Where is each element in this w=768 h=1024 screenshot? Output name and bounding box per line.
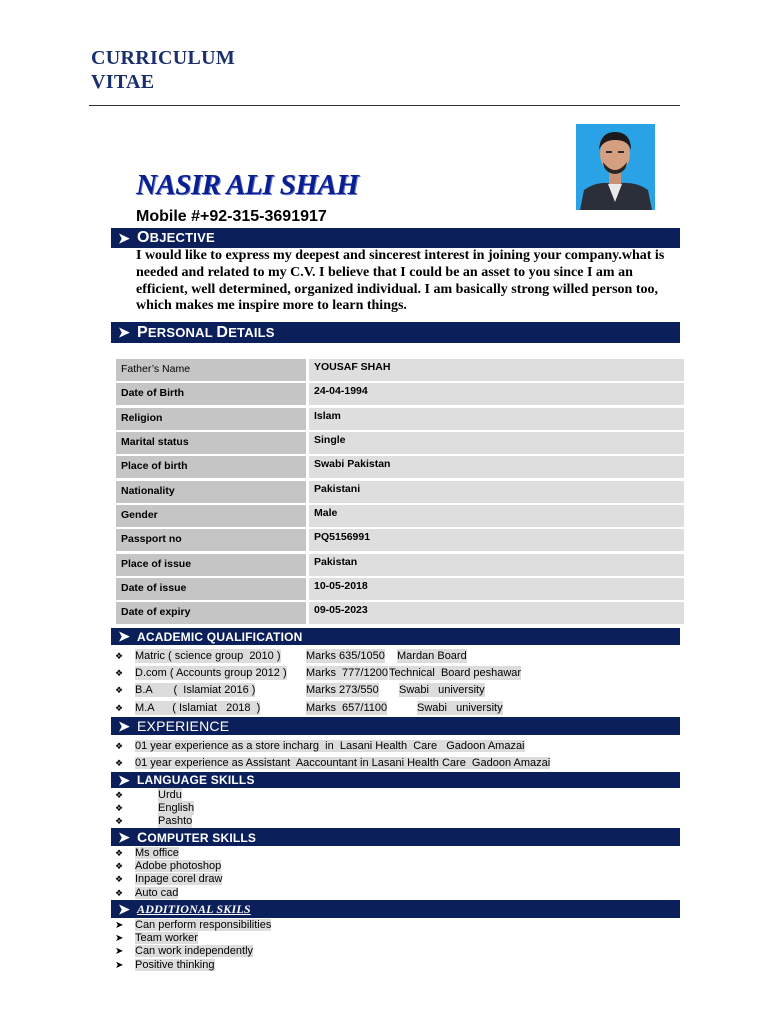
arrow-icon: ➤: [118, 628, 130, 644]
computer-heading-initial: C: [137, 829, 148, 845]
detail-label: Religion: [116, 408, 306, 430]
candidate-name: NASIR ALI SHAH: [136, 169, 359, 201]
diamond-bullet-icon: ❖: [115, 703, 124, 713]
table-row: [116, 481, 684, 503]
detail-value: Swabi Pakistan: [309, 456, 684, 478]
document-title: [91, 46, 235, 94]
table-row: [116, 578, 684, 600]
detail-label: Date of expiry: [116, 602, 306, 624]
diamond-bullet-icon: ❖: [115, 887, 124, 898]
table-row: [116, 456, 684, 478]
diamond-bullet-icon: ❖: [115, 803, 124, 813]
academic-degree: M.A ( Islamiat 2018 ): [135, 702, 261, 714]
experience-heading: EXPERIENCE: [137, 718, 230, 734]
academic-board: Swabi university: [399, 684, 485, 696]
personal-heading-initial: P: [137, 323, 148, 341]
detail-label: Gender: [116, 505, 306, 527]
academic-degree: B.A ( Islamiat 2016 ): [135, 684, 256, 696]
diamond-bullet-icon: ❖: [115, 741, 124, 751]
details-heading-rest: ETAILS: [228, 324, 275, 340]
additional-heading: ADDITIONAL SKILS: [137, 901, 251, 916]
academic-degree: D.com ( Accounts group 2012 ): [135, 667, 287, 679]
objective-heading-initial: O: [137, 229, 150, 246]
experience-header: [111, 717, 680, 735]
list-item: [115, 739, 525, 753]
personal-heading-rest: ERSONAL: [147, 324, 217, 340]
computer-skill: Ms office: [135, 847, 179, 859]
diamond-bullet-icon: ❖: [115, 848, 124, 858]
objective-heading-rest: BJECTIVE: [149, 230, 215, 245]
arrow-icon: ➤: [118, 771, 130, 788]
diamond-bullet-icon: ❖: [115, 685, 124, 695]
diamond-bullet-icon: ❖: [115, 668, 124, 678]
arrow-icon: ➤: [118, 900, 130, 917]
detail-value: PQ5156991: [309, 529, 684, 551]
detail-value: Pakistan: [309, 554, 684, 576]
detail-label: Passport no: [116, 529, 306, 551]
academic-heading: ACADEMIC QUALIFICATION: [137, 629, 303, 644]
academic-marks: Marks 777/1200: [306, 667, 388, 679]
detail-value: YOUSAF SHAH: [309, 359, 684, 381]
list-item: [115, 649, 467, 663]
academic-board: Mardan Board: [397, 650, 467, 662]
academic-marks: Marks 635/1050: [306, 650, 385, 662]
table-row: [116, 432, 684, 454]
language-name: Pashto: [158, 815, 193, 827]
academic-header: [111, 628, 680, 645]
experience-text: 01 year experience as Assistant Aaccountant in Lasani Health Care Gadoon Amazai: [135, 757, 551, 769]
table-row: [116, 602, 684, 624]
arrow-bullet-icon: ➤: [115, 920, 124, 931]
personal-details-header: [111, 322, 680, 343]
arrow-bullet-icon: ➤: [115, 959, 124, 971]
detail-label: Father’s Name: [116, 359, 306, 381]
computer-skill: Auto cad: [135, 886, 179, 899]
diamond-bullet-icon: ❖: [115, 758, 124, 768]
header-divider: [89, 105, 680, 106]
table-row: [116, 529, 684, 551]
detail-value: 24-04-1994: [309, 383, 684, 405]
experience-text: 01 year experience as a store incharg in Lasani Health Care Gadoon Amazai: [135, 740, 525, 752]
additional-header: [111, 900, 680, 918]
arrow-icon: ➤: [118, 717, 130, 734]
arrow-bullet-icon: ➤: [115, 933, 124, 945]
diamond-bullet-icon: ❖: [115, 790, 124, 800]
computer-heading-rest: OMPUTER SKILLS: [147, 831, 257, 845]
diamond-bullet-icon: ❖: [115, 816, 124, 826]
detail-label: Date of issue: [116, 578, 306, 600]
academic-marks: Marks 273/550: [306, 684, 379, 696]
table-row: [116, 554, 684, 576]
table-row: [116, 359, 684, 381]
list-item: [115, 846, 179, 860]
arrow-bullet-icon: ➤: [115, 946, 124, 958]
detail-label: Marital status: [116, 432, 306, 454]
detail-label: Place of issue: [116, 554, 306, 576]
list-item: [115, 801, 195, 815]
additional-skill: Can work independently: [135, 945, 254, 958]
computer-skill: Adobe photoshop: [135, 860, 222, 873]
detail-value: Male: [309, 505, 684, 527]
list-item: [115, 756, 550, 770]
title-line-2: VITAE: [91, 71, 155, 93]
additional-skill: Team worker: [135, 932, 198, 945]
table-row: [116, 383, 684, 405]
detail-label: Date of Birth: [116, 383, 306, 405]
title-line-1: CURRICULUM: [91, 47, 236, 69]
language-name: English: [158, 802, 195, 814]
academic-board: Swabi university: [417, 702, 503, 714]
list-item: [115, 872, 222, 886]
arrow-icon: ➤: [118, 229, 130, 246]
table-row: [116, 505, 684, 527]
list-item: [115, 683, 485, 697]
list-item: [115, 859, 221, 873]
list-item: [115, 701, 503, 715]
additional-skill: Positive thinking: [135, 958, 215, 971]
list-item: [115, 886, 178, 900]
language-header: [111, 772, 680, 788]
academic-marks: Marks 657/1100: [306, 702, 388, 714]
diamond-bullet-icon: ❖: [115, 874, 124, 885]
additional-skill: Can perform responsibilities: [135, 919, 272, 931]
list-item: [115, 788, 182, 802]
language-name: Urdu: [158, 789, 182, 801]
computer-skill: Inpage corel draw: [135, 873, 223, 886]
list-item: [115, 666, 522, 680]
computer-header: [111, 828, 680, 846]
profile-photo: [576, 124, 655, 210]
list-item: [115, 958, 215, 973]
diamond-bullet-icon: ❖: [115, 861, 124, 872]
arrow-icon: ➤: [118, 828, 130, 845]
diamond-bullet-icon: ❖: [115, 651, 124, 661]
list-item: [115, 814, 193, 828]
detail-label: Place of birth: [116, 456, 306, 478]
academic-board: Technical Board peshawar: [389, 667, 522, 679]
arrow-icon: ➤: [118, 324, 130, 340]
objective-header: [111, 228, 680, 248]
detail-value: 10-05-2018: [309, 578, 684, 600]
academic-degree: Matric ( science group 2010 ): [135, 650, 281, 662]
language-heading: LANGUAGE SKILLS: [137, 773, 255, 787]
details-heading-initial: D: [216, 323, 229, 341]
personal-details-table: [116, 359, 684, 627]
detail-value: Single: [309, 432, 684, 454]
detail-value: 09-05-2023: [309, 602, 684, 624]
objective-text: I would like to express my deepest and sincerest interest in joining your company.what is needed and related to my C.V. I believe that I could be an asset to you since I am an efficient, well determined, organized individual. I am basically strong willed person too, which makes me inspire more to learn things.: [136, 248, 665, 314]
detail-label: Nationality: [116, 481, 306, 503]
detail-value: Pakistani: [309, 481, 684, 503]
detail-value: Islam: [309, 408, 684, 430]
mobile-number: Mobile #+92-315-3691917: [136, 208, 327, 225]
table-row: [116, 408, 684, 430]
